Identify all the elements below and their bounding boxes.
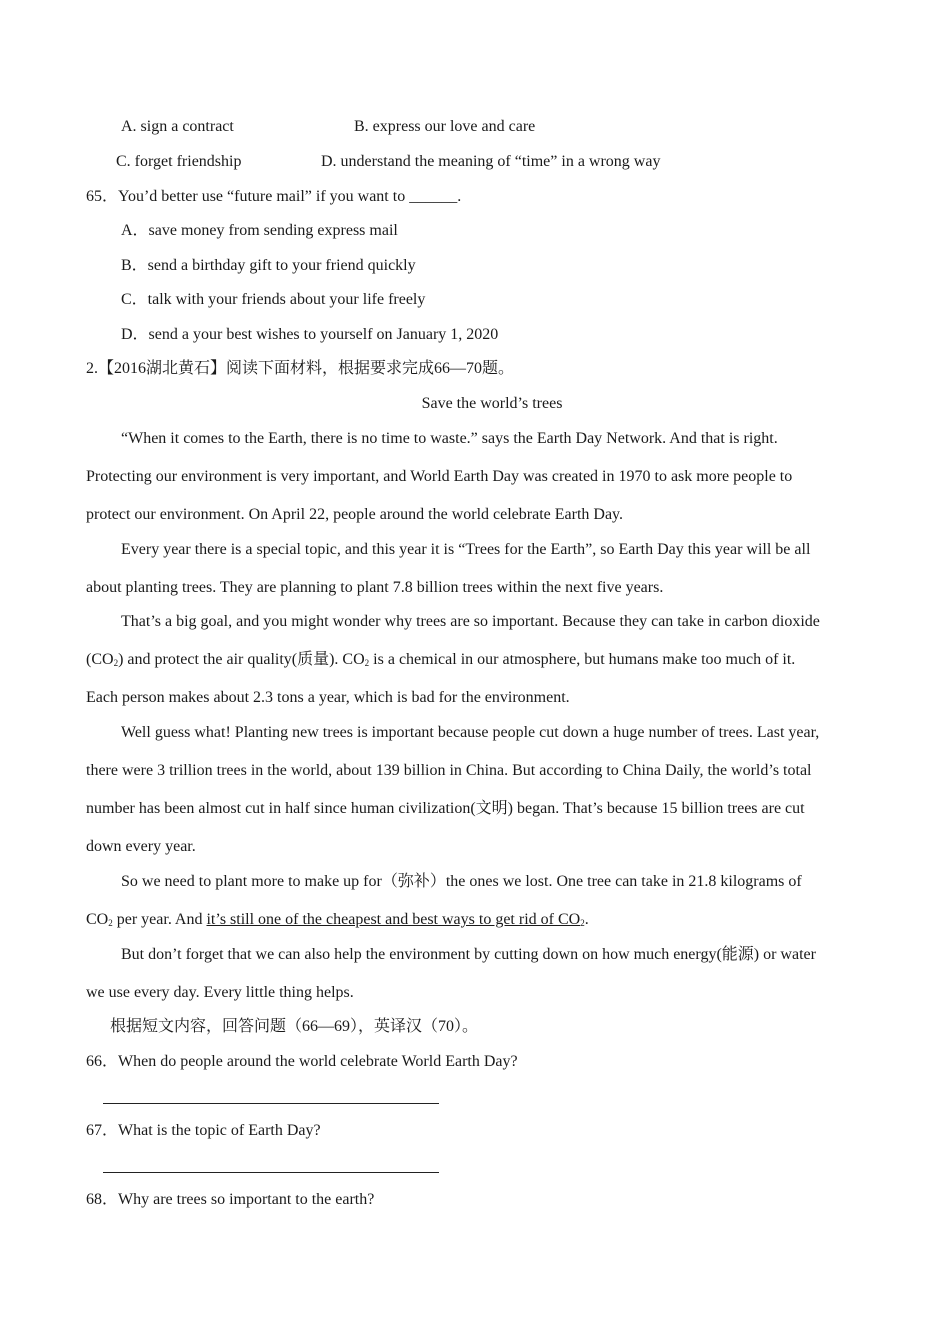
- question-66: 66．When do people around the world celebrate World Earth Day?: [86, 1053, 518, 1070]
- passage-p2-line1: [121, 540, 864, 560]
- text: per year. And: [112, 911, 207, 928]
- passage-p1-line2: [86, 467, 864, 487]
- q65-option-d: D．send a your best wishes to yourself on January 1, 2020: [121, 326, 499, 343]
- passage-p1-line3: protect our environment. On April 22, people around the world celebrate Earth Day.: [86, 506, 624, 523]
- text: Protecting our environment is very important, and World Earth Day was created in 1970 to ask more people to: [86, 468, 793, 485]
- question-67: 67．What is the topic of Earth Day?: [86, 1122, 321, 1139]
- subscript: 2: [364, 658, 370, 668]
- subscript: 2: [113, 658, 119, 668]
- question-68: 68．Why are trees so important to the earth?: [86, 1191, 375, 1208]
- text: Every year there is a special topic, and this year it is “Trees for the Earth”, so Earth Day this year will be all: [121, 541, 811, 558]
- text: .: [584, 911, 589, 928]
- passage-p6-line2: we use every day. Every little thing helps.: [86, 984, 354, 1001]
- text: ) and protect the air quality(质量). CO: [118, 651, 365, 668]
- text: is a chemical in our atmosphere, but humans make too much of it.: [369, 651, 796, 668]
- q64-option-c: C. forget friendship: [116, 153, 242, 170]
- text: Well guess what! Planting new trees is important because people cut down a huge number of trees. Last year,: [121, 724, 820, 741]
- text: there were 3 trillion trees in the world, about 139 billion in China. But according to China Daily, the world’s total: [86, 762, 812, 779]
- q64-option-b: B. express our love and care: [354, 118, 536, 135]
- passage-p2-line2: about planting trees. They are planning to plant 7.8 billion trees within the next five years.: [86, 579, 664, 596]
- passage-p1-line1: [121, 429, 864, 449]
- q65-option-a: A．save money from sending express mail: [121, 222, 398, 239]
- text: (CO: [86, 651, 114, 668]
- q65-option-b: B．send a birthday gift to your friend quickly: [121, 257, 416, 274]
- text: CO: [86, 911, 109, 928]
- passage-title: Save the world’s trees: [421, 395, 563, 412]
- passage-p4-line3: [86, 799, 864, 819]
- passage-p3-line2: [86, 650, 864, 670]
- text: So we need to plant more to make up for（弥补）the ones we lost. One tree can take in 21.8 kilograms of: [121, 873, 802, 890]
- passage-p5-line1: [121, 872, 864, 892]
- q64-option-d: D. understand the meaning of “time” in a wrong way: [321, 153, 661, 170]
- passage-p3-line3: Each person makes about 2.3 tons a year, which is bad for the environment.: [86, 689, 570, 706]
- subscript: 2: [580, 918, 585, 928]
- text: But don’t forget that we can also help the environment by cutting down on how much energy(能源) or water: [121, 946, 816, 963]
- q65-option-c: C．talk with your friends about your life freely: [121, 291, 426, 308]
- text: That’s a big goal, and you might wonder why trees are so important. Because they can take in carbon dioxide: [121, 613, 820, 630]
- underlined-sentence: [206, 911, 584, 928]
- answer-line-66[interactable]: [103, 1103, 439, 1104]
- text: number has been almost cut in half since human civilization(文明) began. That’s because 15 billion trees are cut: [86, 800, 805, 817]
- section-heading: 2.【2016湖北黄石】阅读下面材料，根据要求完成66—70题。: [86, 360, 515, 377]
- passage-p6-line1: [121, 945, 864, 965]
- subscript: 2: [108, 918, 113, 928]
- q65-stem: 65．You’d better use “future mail” if you want to ______.: [86, 188, 462, 205]
- q64-option-a: A. sign a contract: [121, 118, 234, 135]
- passage-p4-line2: [86, 761, 864, 781]
- passage-p3-line1: [121, 612, 864, 632]
- passage-p5-line2: [86, 910, 589, 930]
- passage-p4-line1: [121, 723, 864, 743]
- instructions: 根据短文内容，回答问题（66—69），英译汉（70）。: [110, 1018, 479, 1035]
- text: “When it comes to the Earth, there is no time to waste.” says the Earth Day Network. And that is right.: [121, 430, 778, 447]
- text: it’s still one of the cheapest and best ways to get rid of CO: [206, 911, 581, 928]
- answer-line-67[interactable]: [103, 1172, 439, 1173]
- passage-p4-line4: down every year.: [86, 838, 196, 855]
